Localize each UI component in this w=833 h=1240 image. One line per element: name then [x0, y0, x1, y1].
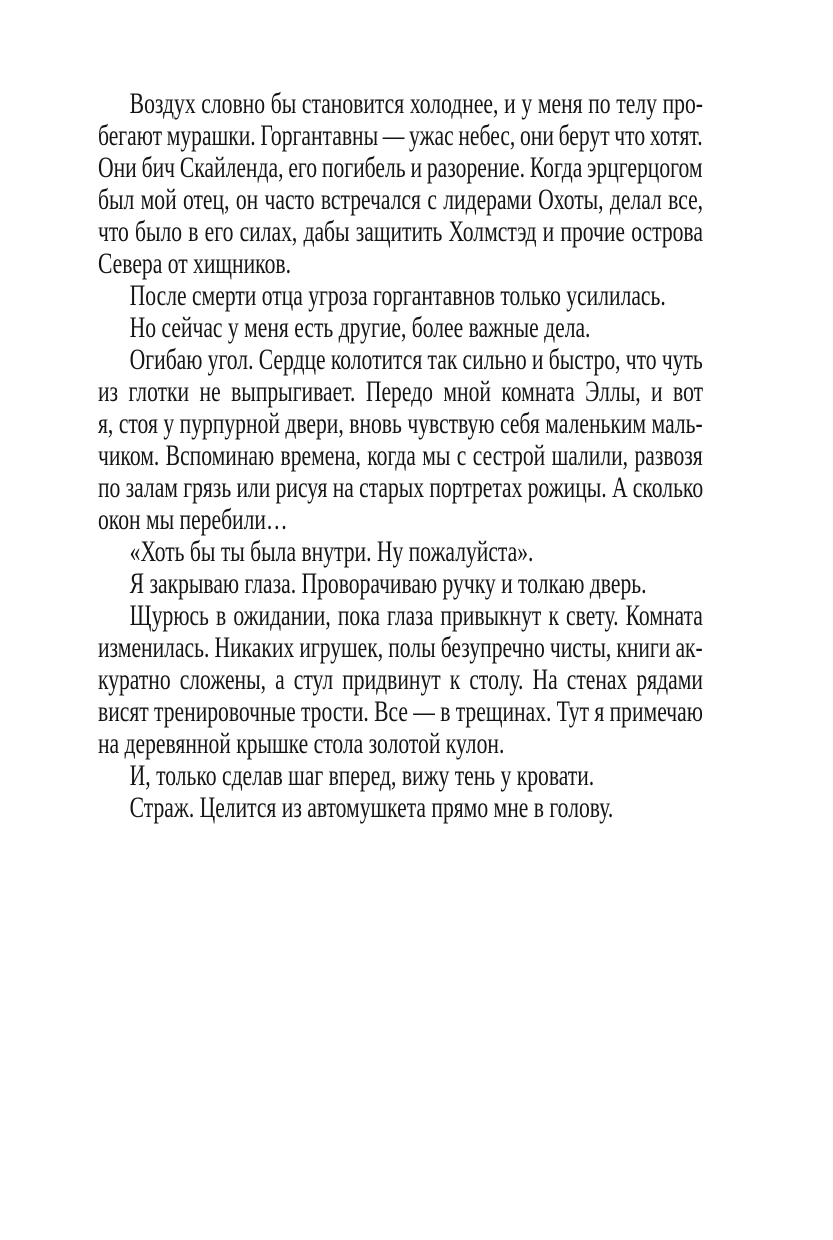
text-line [98, 760, 703, 792]
text-line [98, 312, 703, 344]
text-line-content: Я закрываю глаза. Проворачиваю ручку и толкаю дверь. [129, 567, 647, 600]
text-line [98, 632, 703, 664]
text-line [98, 280, 703, 312]
text-line-content: из глотки не выпрыгивает. Передо мной комната Эллы, и вот [98, 375, 704, 408]
paragraph [98, 536, 703, 568]
text-line-content: по залам грязь или рисуя на старых портретах рожицы. А сколько [98, 471, 704, 504]
paragraph [98, 312, 703, 344]
text-line-content: Они бич Скайленда, его погибель и разорение. Когда эрцгерцогом [98, 151, 703, 184]
text-line-content: Страж. Целится из автомушкета прямо мне в голову. [129, 791, 614, 824]
paragraph [98, 792, 703, 824]
paragraph [98, 760, 703, 792]
text-line-content: Воздух словно бы становится холоднее, и у меня по телу про- [129, 87, 703, 120]
text-line [98, 88, 703, 120]
text-line [98, 536, 703, 568]
text-line [98, 664, 703, 696]
text-line [98, 248, 703, 280]
text-line-content: окон мы перебили… [98, 503, 288, 536]
text-line-content: бегают мурашки. Горгантавны — ужас небес, они берут что хотят. [98, 119, 703, 152]
text-line [98, 152, 703, 184]
text-line [98, 376, 703, 408]
text-line-content: куратно сложены, а стул придвинут к столу. На стенах рядами [98, 663, 703, 696]
text-line-content: был мой отец, он часто встречался с лидерами Охоты, делал все, [98, 183, 704, 216]
text-line [98, 120, 703, 152]
text-line-content: висят тренировочные трости. Все — в трещинах. Тут я примечаю [98, 695, 703, 728]
text-line [98, 472, 703, 504]
text-line-content: «Хоть бы ты была внутри. Ну пожалуйста». [129, 535, 534, 568]
text-line [98, 728, 703, 760]
text-line-content: чиком. Вспоминаю времена, когда мы с сестрой шалили, развозя [98, 439, 703, 472]
text-line-content: я, стоя у пурпурной двери, вновь чувствую себя маленьким маль- [98, 407, 703, 440]
text-line [98, 792, 703, 824]
text-line [98, 568, 703, 600]
text-line [98, 408, 703, 440]
text-line-content: Севера от хищников. [98, 247, 291, 280]
text-line-content: что было в его силах, дабы защитить Холмстэд и прочие острова [98, 215, 703, 248]
text-line-content: И, только сделав шаг вперед, вижу тень у кровати. [129, 759, 595, 792]
paragraph [98, 344, 703, 536]
text-line [98, 504, 703, 536]
text-line-content: Огибаю угол. Сердце колотится так сильно и быстро, что чуть [129, 343, 703, 376]
text-line-content: на деревянной крышке стола золотой кулон. [98, 727, 505, 760]
text-line [98, 344, 703, 376]
text-line [98, 184, 703, 216]
paragraph [98, 280, 703, 312]
page-text-block [98, 88, 703, 824]
text-line [98, 696, 703, 728]
text-line-content: После смерти отца угроза горгантавнов только усилилась. [129, 279, 666, 312]
text-line-content: Щурюсь в ожидании, пока глаза привыкнут к свету. Комната [129, 599, 703, 632]
paragraph [98, 568, 703, 600]
text-line-content: Но сейчас у меня есть другие, более важные дела. [129, 311, 591, 344]
text-line-content: изменилась. Никаких игрушек, полы безупречно чисты, книги ак- [98, 631, 703, 664]
text-line [98, 216, 703, 248]
text-line [98, 440, 703, 472]
paragraph [98, 88, 703, 280]
text-line [98, 600, 703, 632]
paragraph [98, 600, 703, 760]
